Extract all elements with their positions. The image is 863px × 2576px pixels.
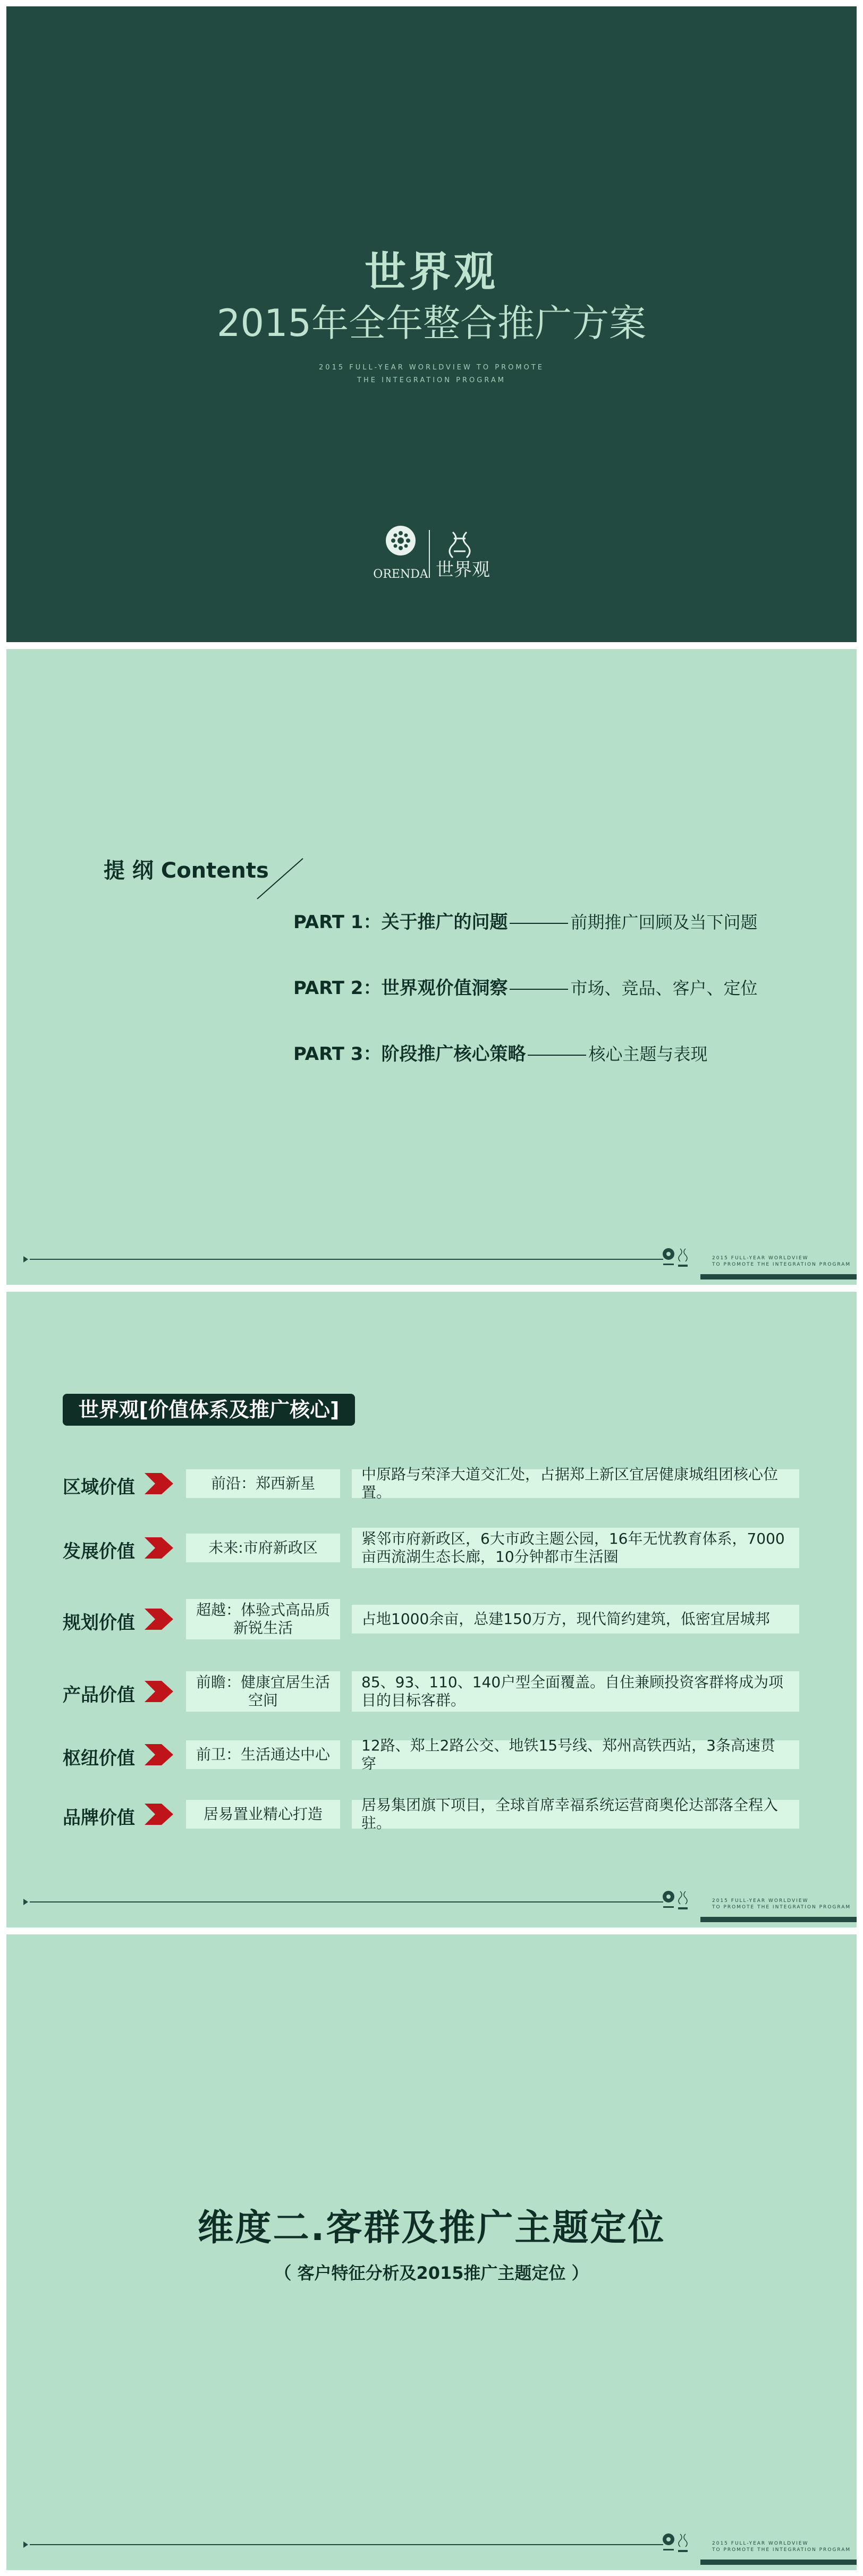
value-label: 品牌价值 [63,1807,135,1829]
value-tag: 前沿：郑西新星 [186,1469,340,1498]
value-system-slide [6,1292,857,1927]
value-detail: 居易集团旗下项目，全球首席幸福系统运营商奥伦达部落全程入驻。 [352,1800,799,1829]
footer-logo-icon [661,1888,690,1914]
value-row [63,1466,807,1501]
value-detail: 中原路与荣泽大道交汇处，占据郑上新区宜居健康城组团核心位置。 [352,1469,799,1498]
cover-slide [6,6,857,642]
value-detail: 85、93、110、140户型全面覆盖。自住兼顾投资客群将成为项目的目标客群。 [352,1671,799,1712]
cover-subtitle: 2015年全年整合推广方案 [216,301,647,345]
value-tag: 居易置业精心打造 [186,1800,340,1829]
part-2-title: PART 2：世界观价值洞察 [293,978,508,999]
value-label: 产品价值 [63,1685,135,1706]
dash-divider [528,1055,586,1056]
chevron-right-icon [145,1804,173,1825]
dash-divider [510,989,568,990]
footer-bar [700,1274,857,1279]
dash-divider [510,923,568,924]
part-1-desc: 前期推广回顾及当下问题 [570,912,758,932]
cover-title: 世界观 [364,248,498,296]
footer-caption-line-2: TO PROMOTE THE INTEGRATION PROGRAM [712,2547,851,2553]
footer-caption [712,1898,851,1910]
logo-brand-en: ORENDA [373,568,428,581]
value-row [63,1737,807,1772]
value-row [63,1599,807,1639]
section-title: 维度二.客群及推广主题定位 [197,2207,666,2249]
section-slide [6,1934,857,2570]
value-label: 发展价值 [63,1541,135,1562]
footer-arrow-icon [23,2541,28,2548]
value-tag: 未来:市府新政区 [186,1534,340,1562]
footer-caption-line-1: 2015 FULL-YEAR WORLDVIEW [712,1898,809,1904]
footer-arrow-icon [23,1899,28,1905]
footer-caption-line-1: 2015 FULL-YEAR WORLDVIEW [712,2541,809,2546]
chevron-right-icon [145,1744,173,1765]
section-subtitle: （ 客户特征分析及2015推广主题定位 ） [274,2263,589,2283]
footer-logo-icon [661,1245,690,1271]
contents-heading: 提 纲 Contents [104,858,269,883]
chevron-right-icon [145,1537,173,1559]
contents-slash-decoration [256,857,304,900]
footer-line [30,1901,663,1902]
part-2-desc: 市场、竞品、客户、定位 [570,978,758,998]
cover-english-line-2: THE INTEGRATION PROGRAM [357,376,506,384]
value-tag: 前卫：生活通达中心 [186,1740,340,1769]
part-1-title: PART 1：关于推广的问题 [293,912,508,933]
part-3-desc: 核心主题与表现 [588,1044,708,1064]
value-detail: 紧邻市府新政区，6大市政主题公园，16年无忧教育体系，7000亩西流湖生态长廊，10分钟都市生活圈 [352,1528,799,1568]
footer-caption [712,1255,851,1268]
chevron-right-icon [145,1473,173,1494]
footer-caption-line-2: TO PROMOTE THE INTEGRATION PROGRAM [712,1905,851,1910]
value-label: 规划价值 [63,1612,135,1634]
value-detail: 占地1000余亩，总建150万方，现代简约建筑，低密宜居城邦 [352,1605,799,1634]
footer-arrow-icon [23,1256,28,1262]
cover-english-caption [6,361,857,387]
value-row [63,1796,807,1832]
value-row [63,1528,807,1568]
value-tag: 超越：体验式高品质新锐生活 [186,1599,340,1639]
part-3-title: PART 3：阶段推广核心策略 [293,1043,526,1065]
footer-caption-line-2: TO PROMOTE THE INTEGRATION PROGRAM [712,1262,851,1267]
cover-english-line-1: 2015 FULL-YEAR WORLDVIEW TO PROMOTE [319,364,544,372]
contents-item-part-1[interactable] [293,907,757,933]
footer-caption-line-1: 2015 FULL-YEAR WORLDVIEW [712,1256,809,1261]
logo-brand-cn: 世界观 [436,559,490,580]
value-system-title: 世界观[价值体系及推广核心] [63,1394,355,1426]
footer-bar [700,2560,857,2565]
value-label: 枢纽价值 [63,1748,135,1769]
footer-caption [712,2540,851,2553]
footer-line [30,1259,663,1260]
value-label: 区域价值 [63,1477,135,1498]
footer-bar [700,1917,857,1922]
chevron-right-icon [145,1609,173,1630]
footer-logo-icon [661,2531,690,2556]
value-tag: 前瞻：健康宜居生活空间 [186,1671,340,1712]
chevron-right-icon [145,1681,173,1702]
contents-item-part-2[interactable] [293,973,757,999]
logo-divider [429,530,430,578]
footer-line [30,2544,663,2545]
contents-slide [6,649,857,1285]
contents-item-part-3[interactable] [293,1039,707,1065]
value-detail: 12路、郑上2路公交、地铁15号线、郑州高铁西站，3条高速贯穿 [352,1740,799,1769]
value-row [63,1671,807,1712]
